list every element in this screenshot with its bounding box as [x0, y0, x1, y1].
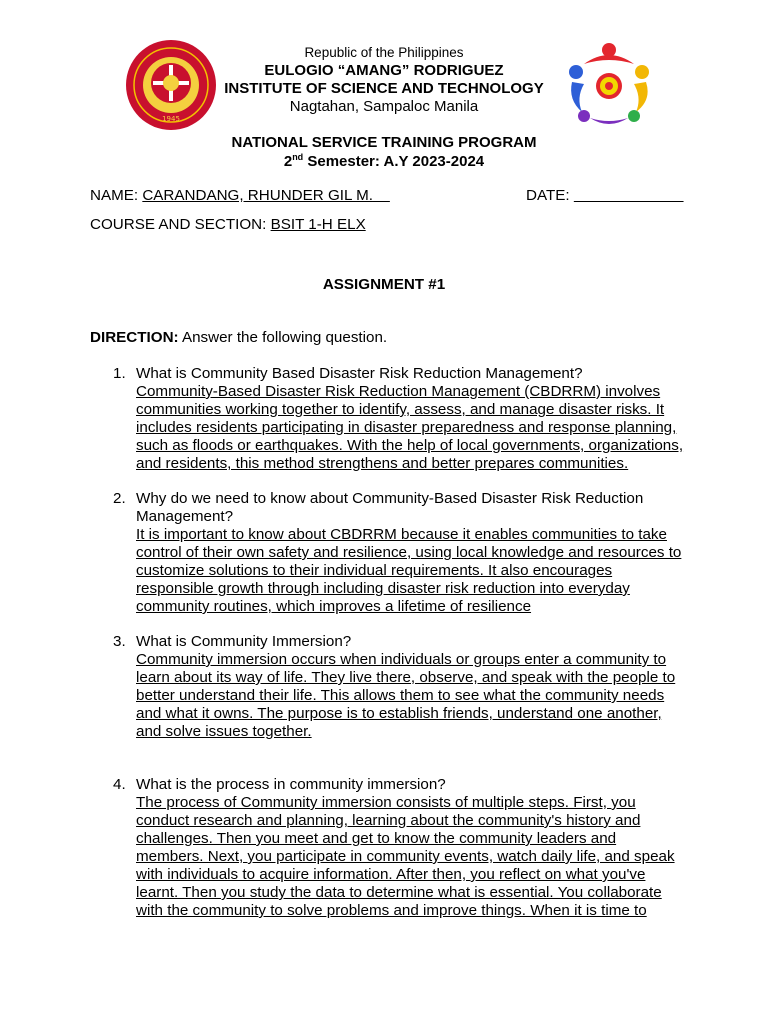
- answer-line: Community immersion occurs when individuals or groups enter a community to: [136, 651, 667, 668]
- name-label: NAME:: [90, 187, 143, 204]
- answer-line: and what it owns. The purpose is to establish friends, understand one another,: [136, 705, 662, 722]
- course-row: [90, 216, 366, 234]
- republic-line: Republic of the Philippines: [304, 45, 464, 60]
- answer-block: [136, 526, 681, 616]
- question-text: What is Community Immersion?: [136, 633, 352, 650]
- answer-line: communities working together to identify, assess, and manage disaster risks. It: [136, 401, 665, 418]
- school-name-line1: EULOGIO “AMANG” RODRIGUEZ: [264, 62, 504, 79]
- answer-line: The process of Community immersion consists of multiple steps. First, you: [136, 794, 636, 811]
- answer-line: with the community to solve problems and improve things. When it is time to: [136, 902, 647, 919]
- course-value: BSIT 1-H ELX: [270, 216, 366, 233]
- school-address: Nagtahan, Sampaloc Manila: [289, 98, 479, 115]
- question-text: What is Community Based Disaster Risk Reduction Management?: [136, 365, 583, 382]
- question-number: 4.: [113, 776, 126, 793]
- question-text: Management?: [136, 508, 234, 525]
- answer-block: [136, 651, 675, 741]
- semester-line: 2nd Semester: A.Y 2023-2024: [283, 152, 485, 170]
- question-text: What is the process in community immersion?: [136, 776, 446, 793]
- date-blank: [574, 187, 684, 204]
- answer-line: includes residents participating in disaster preparedness and response planning,: [136, 419, 677, 436]
- direction-text: Answer the following question.: [178, 329, 388, 346]
- answer-line: such as floods or earthquakes. With the help of local governments, organizations,: [136, 437, 684, 454]
- answer-line: responsible growth through including disaster risk reduction into everyday: [136, 580, 630, 597]
- school-name-line2: INSTITUTE OF SCIENCE AND TECHNOLOGY: [224, 80, 544, 97]
- answer-line: members. Next, you participate in community events, watch daily life, and speak: [136, 848, 675, 865]
- answer-line: with individuals to acquire information. After then, you reflect on what you've: [136, 866, 646, 883]
- answer-line: customize solutions to their individual requirements. It also encourages: [136, 562, 613, 579]
- name-value: CARANDANG, RHUNDER GIL M.: [142, 187, 373, 204]
- answer-line: and residents, this method strengthens and better prepares communities.: [136, 455, 629, 472]
- answer-line: learnt. Then you study the data to determine what is essential. You collaborate: [136, 884, 662, 901]
- date-label: DATE:: [526, 187, 574, 204]
- name-row: [90, 187, 390, 205]
- answer-line: conduct research and planning, learning about the community's history and: [136, 812, 641, 829]
- answer-line: challenges. Then you meet and get to know the community leaders and: [136, 830, 617, 847]
- question-number: 1.: [113, 365, 126, 382]
- answer-line: learn about its way of life. They live there, observe, and speak with the people to: [136, 669, 676, 686]
- direction-line: [90, 329, 387, 347]
- answer-line: It is important to know about CBDRRM because it enables communities to take: [136, 526, 667, 543]
- answer-line: community routines, which improves a lifetime of resilience: [136, 598, 532, 615]
- program-title: NATIONAL SERVICE TRAINING PROGRAM: [231, 134, 537, 151]
- svg-text:1945: 1945: [162, 115, 180, 123]
- answer-line: and solve issues together.: [136, 723, 312, 740]
- answer-block: [136, 383, 683, 473]
- answer-line: control of their own safety and resilience, using local knowledge and resources to: [136, 544, 682, 561]
- answer-block: [136, 794, 675, 920]
- course-label: COURSE AND SECTION:: [90, 216, 271, 233]
- question-number: 3.: [113, 633, 126, 650]
- direction-label: DIRECTION:: [90, 329, 179, 346]
- question-number: 2.: [113, 490, 126, 507]
- assignment-title: ASSIGNMENT #1: [322, 276, 446, 293]
- answer-line: Community-Based Disaster Risk Reduction Management (CBDRRM) involves: [136, 383, 661, 400]
- question-text: Why do we need to know about Community-Based Disaster Risk Reduction: [136, 490, 644, 507]
- date-row: [526, 187, 684, 205]
- answer-line: better understand their life. This allows them to see what the community needs: [136, 687, 665, 704]
